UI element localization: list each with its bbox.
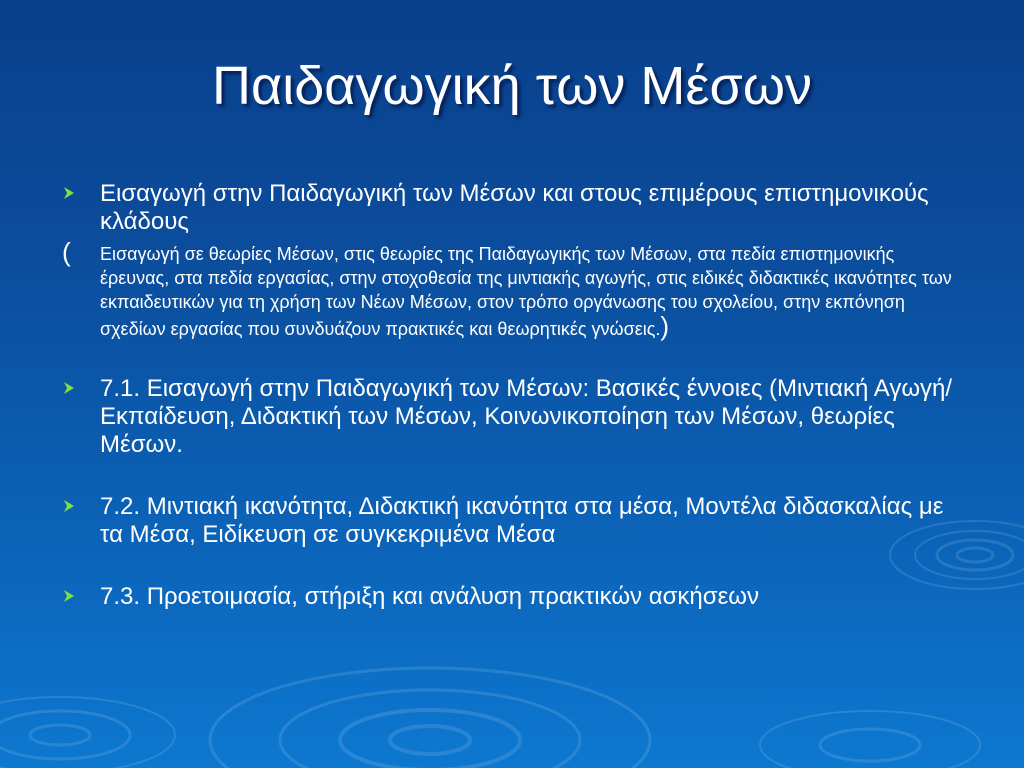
intro-note: [62, 237, 962, 341]
note-text: Εισαγωγή σε θεωρίες Μέσων, στις θεωρίες της Παιδαγωγικής των Μέσων, στα πεδία επιστημονικής έρευνας, στα πεδία εργασίας, στην στοχοθεσία της μιντιακής αγωγής, στις ειδικές διδακτικές ικανότητες των εκπαιδευτικών για τη χρήση των Νέων Μέσων, στον τρόπο οργάνωσης του σχολείου, στην εκπόνηση σχεδίων εργασίας που συνδυάζουν πρακτικές και θεωρητικές γνώσεις.: [100, 244, 952, 339]
arrow-bullet-icon: [62, 381, 76, 395]
bullet-text: 7.3. Προετοιμασία, στήριξη και ανάλυση πρακτικών ασκήσεων: [100, 583, 760, 610]
bullet-item-7-3: [62, 583, 962, 611]
arrow-bullet-icon: [62, 499, 76, 513]
bullet-item-intro: [62, 180, 962, 236]
note-close-paren: ): [660, 311, 670, 341]
bullet-item-7-2: [62, 493, 962, 549]
slide-title: Παιδαγωγική των Μέσων: [212, 56, 812, 116]
arrow-bullet-icon: [62, 186, 76, 200]
bullet-text: Εισαγωγή στην Παιδαγωγική των Μέσων και στους επιμέρους επιστημονικούς κλάδους: [100, 180, 929, 235]
bullet-item-7-1: [62, 375, 962, 459]
bullet-text: 7.2. Μιντιακή ικανότητα, Διδακτική ικανότητα στα μέσα, Μοντέλα διδασκαλίας με τα Μέσα, Ειδίκευση σε συγκεκριμένα Μέσα: [100, 493, 944, 548]
note-open-paren: (: [62, 237, 71, 267]
arrow-bullet-icon: [62, 589, 76, 603]
slide-content: [62, 180, 962, 611]
bullet-text: 7.1. Εισαγωγή στην Παιδαγωγική των Μέσων: Βασικές έννοιες (Μιντιακή Αγωγή/Εκπαίδευση, Διδακτική των Μέσων, Κοινωνικοποίηση των Μέσων, θεωρίες Μέσων.: [100, 375, 953, 458]
